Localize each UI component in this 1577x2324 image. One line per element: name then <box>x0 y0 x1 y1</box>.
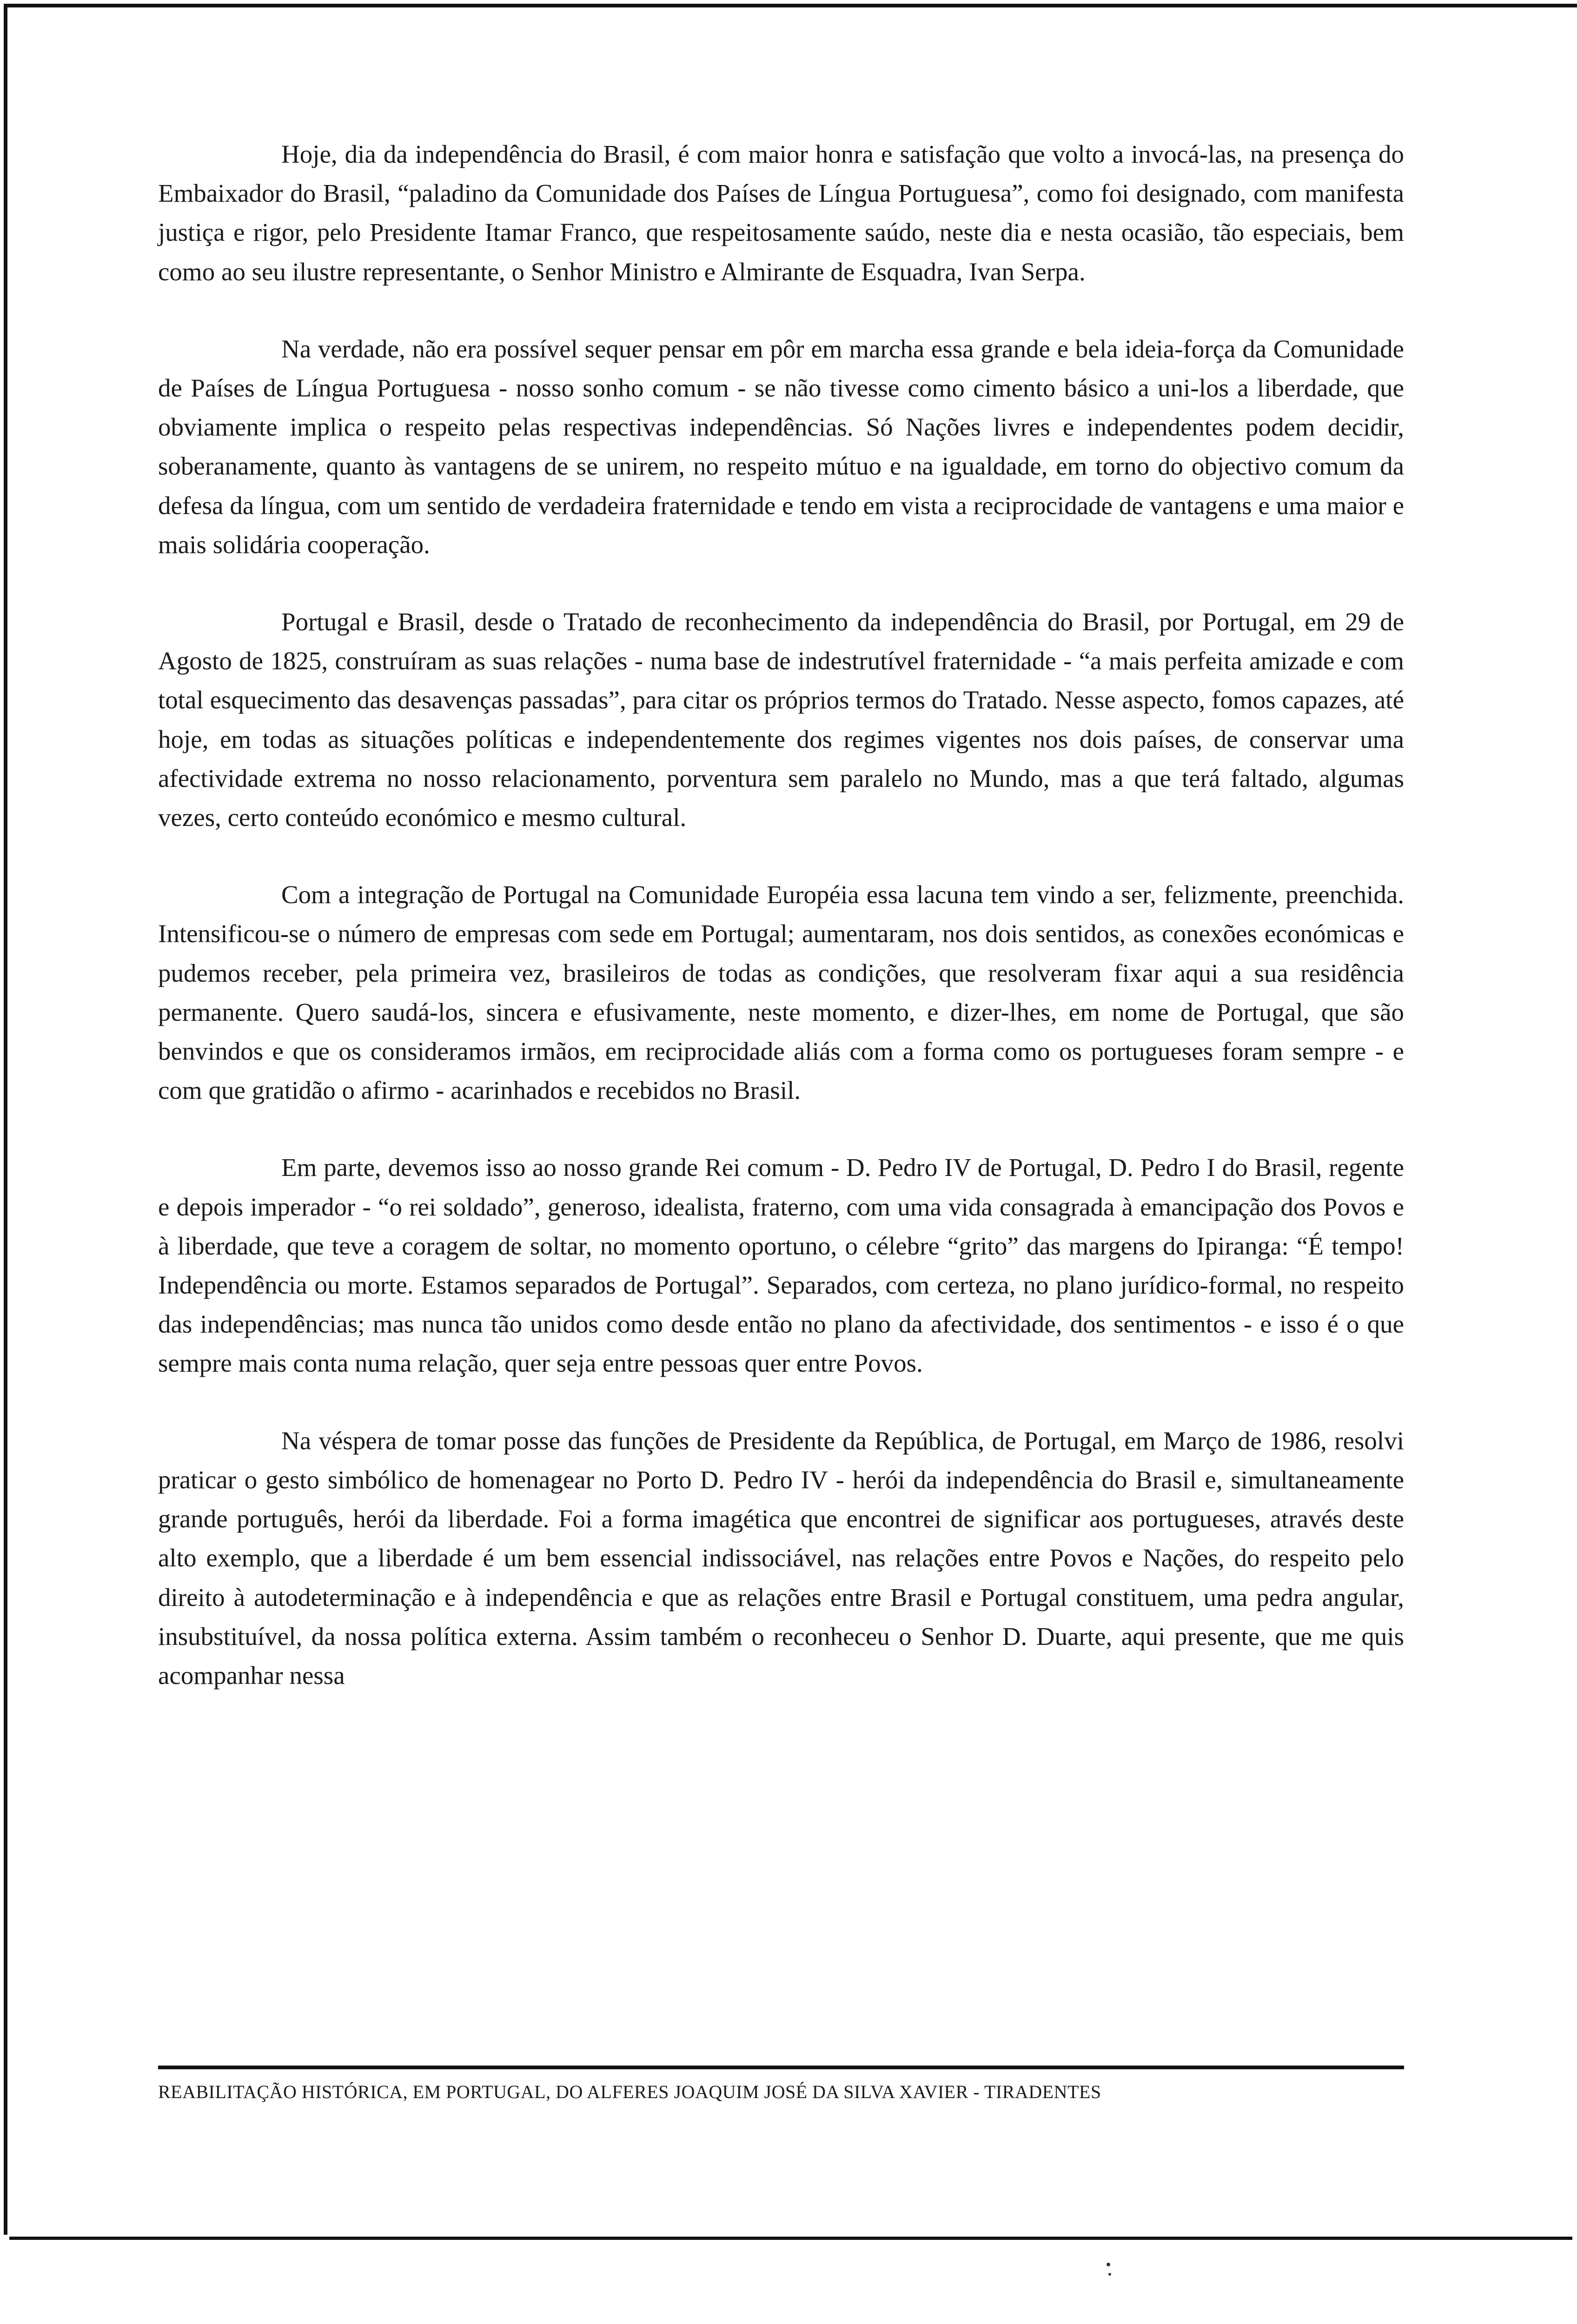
paragraph-1: Hoje, dia da independência do Brasil, é com maior honra e satisfação que volto a invocá-las, na presença do Embaixador do Brasil, “paladino da Comunidade dos Países de Língua Portuguesa”, como foi designado, com manifesta justiça e rigor, pelo Presidente Itamar Franco, que respeitosamente saúdo, neste dia e nesta ocasião, tão especiais, bem como ao seu ilustre representante, o Senhor Ministro e Almirante de Esquadra, Ivan Serpa. <box>158 140 1404 286</box>
paragraph-2: Na verdade, não era possível sequer pensar em pôr em marcha essa grande e bela ideia-força da Comunidade de Países de Língua Portuguesa - nosso sonho comum - se não tivesse como cimento básico a uni-los a liberdade, que obviamente implica o respeito pelas respectivas independências. Só Nações livres e independentes podem decidir, soberanamente, quanto às vantagens de se unirem, no respeito mútuo e na igualdade, em torno do objectivo comum da defesa da língua, com um sentido de verdadeira fraternidade e tendo em vista a reciprocidade de vantagens e uma maior e mais solidária cooperação. <box>158 334 1404 559</box>
paragraph-6: Na véspera de tomar posse das funções de Presidente da República, de Portugal, em Março de 1986, resolvi praticar o gesto simbólico de homenagear no Porto D. Pedro IV - herói da independência do Brasil e, simultaneamente grande português, herói da liberdade. Foi a forma imagética que encontrei de significar aos portugueses, através deste alto exemplo, que a liberdade é um bem essencial indissociável, nas relações entre Povos e Nações, do respeito pelo direito à autodeterminação e à independência e que as relações entre Brasil e Portugal constituem, uma pedra angular, insubstituível, da nossa política externa. Assim também o reconheceu o Senhor D. Duarte, aqui presente, que me quis acompanhar nessa <box>158 1426 1404 1690</box>
body-text <box>158 135 1404 1695</box>
paragraph-4: Com a integração de Portugal na Comunidade Européia essa lacuna tem vindo a ser, felizmente, preenchida. Intensificou-se o número de empresas com sede em Portugal; aumentaram, nos dois sentidos, as conexões económicas e pudemos receber, pela primeira vez, brasileiros de todas as condições, que resolveram fixar aqui a sua residência permanente. Quero saudá-los, sincera e efusivamente, neste momento, e dizer-lhes, em nome de Portugal, que são benvindos e que os consideramos irmãos, em reciprocidade aliás com a forma como os portugueses foram sempre - e com que gratidão o afirmo - acarinhados e recebidos no Brasil. <box>158 880 1404 1105</box>
paragraph-5: Em parte, devemos isso ao nosso grande Rei comum - D. Pedro IV de Portugal, D. Pedro I do Brasil, regente e depois imperador - “o rei soldado”, generoso, idealista, fraterno, com uma vida consagrada à emancipação dos Povos e à liberdade, que teve a coragem de soltar, no momento oportuno, o célebre “grito” das margens do Ipiranga: “É tempo! Independência ou morte. Estamos separados de Portugal”. Separados, com certeza, no plano jurídico-formal, no respeito das independências; mas nunca tão unidos como desde então no plano da afectividade, dos sentimentos - e isso é o que sempre mais conta numa relação, quer seja entre pessoas quer entre Povos. <box>158 1153 1404 1378</box>
scan-speck <box>1108 2273 1111 2276</box>
running-footer: REABILITAÇÃO HISTÓRICA, EM PORTUGAL, DO ALFERES JOAQUIM JOSÉ DA SILVA XAVIER - TIRADENTES <box>158 2081 1101 2102</box>
scan-left-border <box>4 4 7 2235</box>
scan-speck <box>1107 2263 1110 2266</box>
scan-top-border <box>5 4 1577 7</box>
scan-bottom-border <box>9 2237 1572 2240</box>
footer-rule <box>158 2066 1404 2069</box>
paragraph-3: Portugal e Brasil, desde o Tratado de reconhecimento da independência do Brasil, por Portugal, em 29 de Agosto de 1825, construíram as suas relações - numa base de indestrutível fraternidade - “a mais perfeita amizade e com total esquecimento das desavenças passadas”, para citar os próprios termos do Tratado. Nesse aspecto, fomos capazes, até hoje, em todas as situações políticas e independentemente dos regimes vigentes nos dois países, de conservar uma afectividade extrema no nosso relacionamento, porventura sem paralelo no Mundo, mas a que terá faltado, algumas vezes, certo conteúdo económico e mesmo cultural. <box>158 607 1404 832</box>
